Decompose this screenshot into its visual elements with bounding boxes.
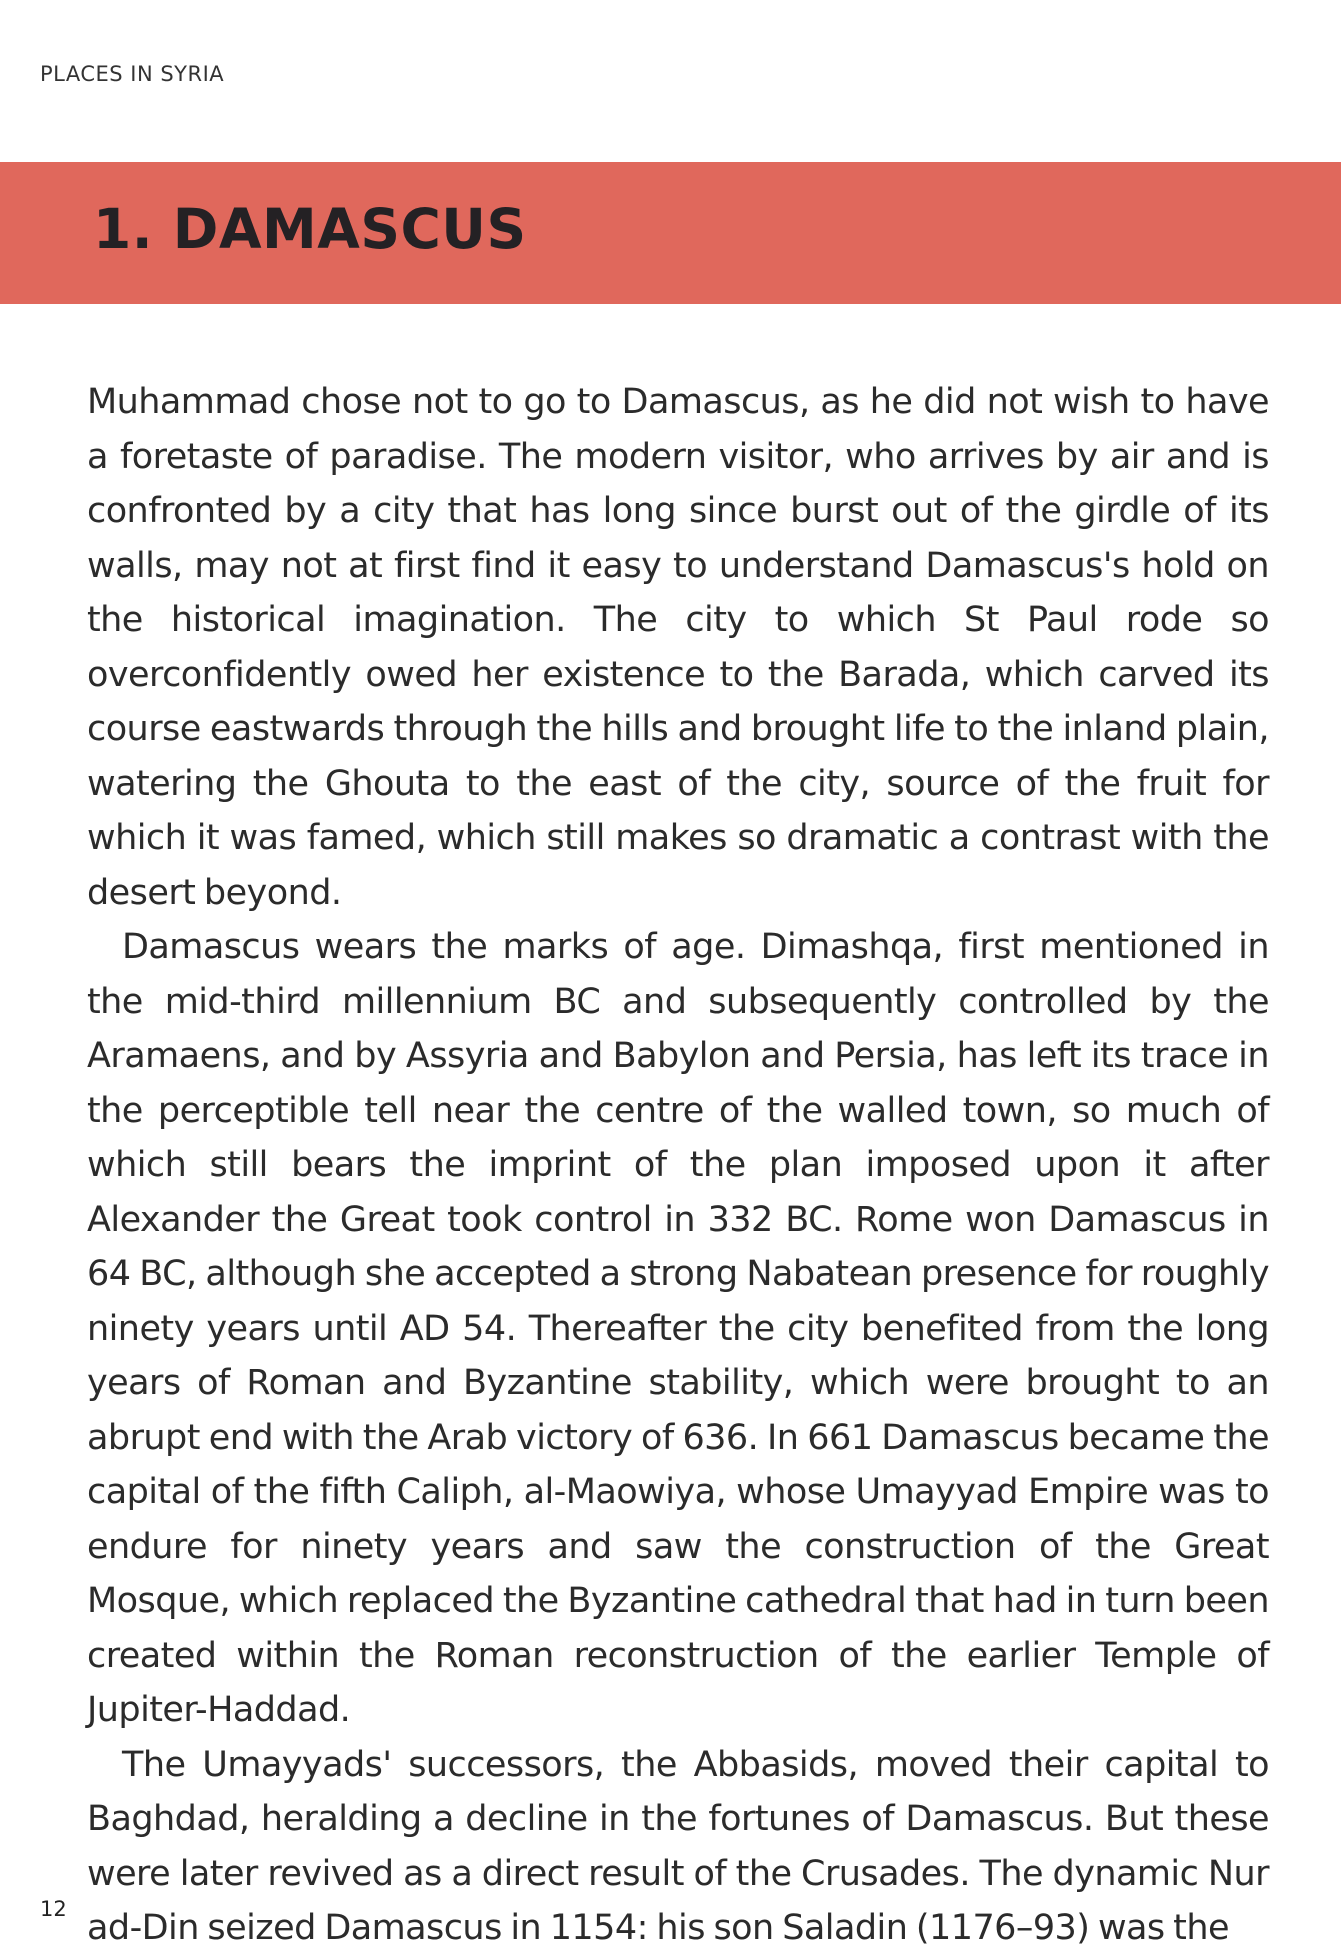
running-head: PLACES IN SYRIA [40,62,225,86]
body-text [87,375,1269,1956]
chapter-banner [0,162,1341,304]
paragraph: Damascus wears the marks of age. Dimashqa, first mentioned in the mid-third millennium BC and subsequently controlled by the Aramaens, and by Assyria and Babylon and Persia, has left its trace in the perceptible tell near the centre of the walled town, so much of which still bears the imprint of the plan imposed upon it after Alexander the Great took control in 332 BC. Rome won Damascus in 64 BC, although she accepted a strong Nabatean presence for roughly ninety years until AD 54. Thereafter the city benefited from the long years of Roman and Byzantine stability, which were brought to an abrupt end with the Arab victory of 636. In 661 Damascus became the capital of the fifth Caliph, al-Maowiya, whose Umayyad Empire was to endure for ninety years and saw the construction of the Great Mosque, which replaced the Byzantine cathedral that had in turn been created within the Roman reconstruction of the earlier Temple of Jupiter-Haddad. [87,927,1269,1730]
page-number: 12 [40,1897,67,1921]
chapter-title: 1. DAMASCUS [93,197,527,261]
paragraph: Muhammad chose not to go to Damascus, as he did not wish to have a foretaste of paradise. The modern visitor, who arrives by air and is confronted by a city that has long since burst out of the girdle of its walls, may not at first find it easy to understand Damascus's hold on the historical imagination. The city to which St Paul rode so overconfidently owed her existence to the Barada, which carved its course eastwards through the hills and brought life to the inland plain, watering the Ghouta to the east of the city, source of the fruit for which it was famed, which still makes so dramatic a contrast with the desert beyond. [87,382,1269,913]
paragraph: The Umayyads' successors, the Abbasids, moved their capital to Baghdad, heralding a decline in the fortunes of Damascus. But these were later revived as a direct result of the Crusades. The dynamic Nur ad-Din seized Damascus in 1154: his son Saladin (1176–93) was the [87,1744,1269,1948]
